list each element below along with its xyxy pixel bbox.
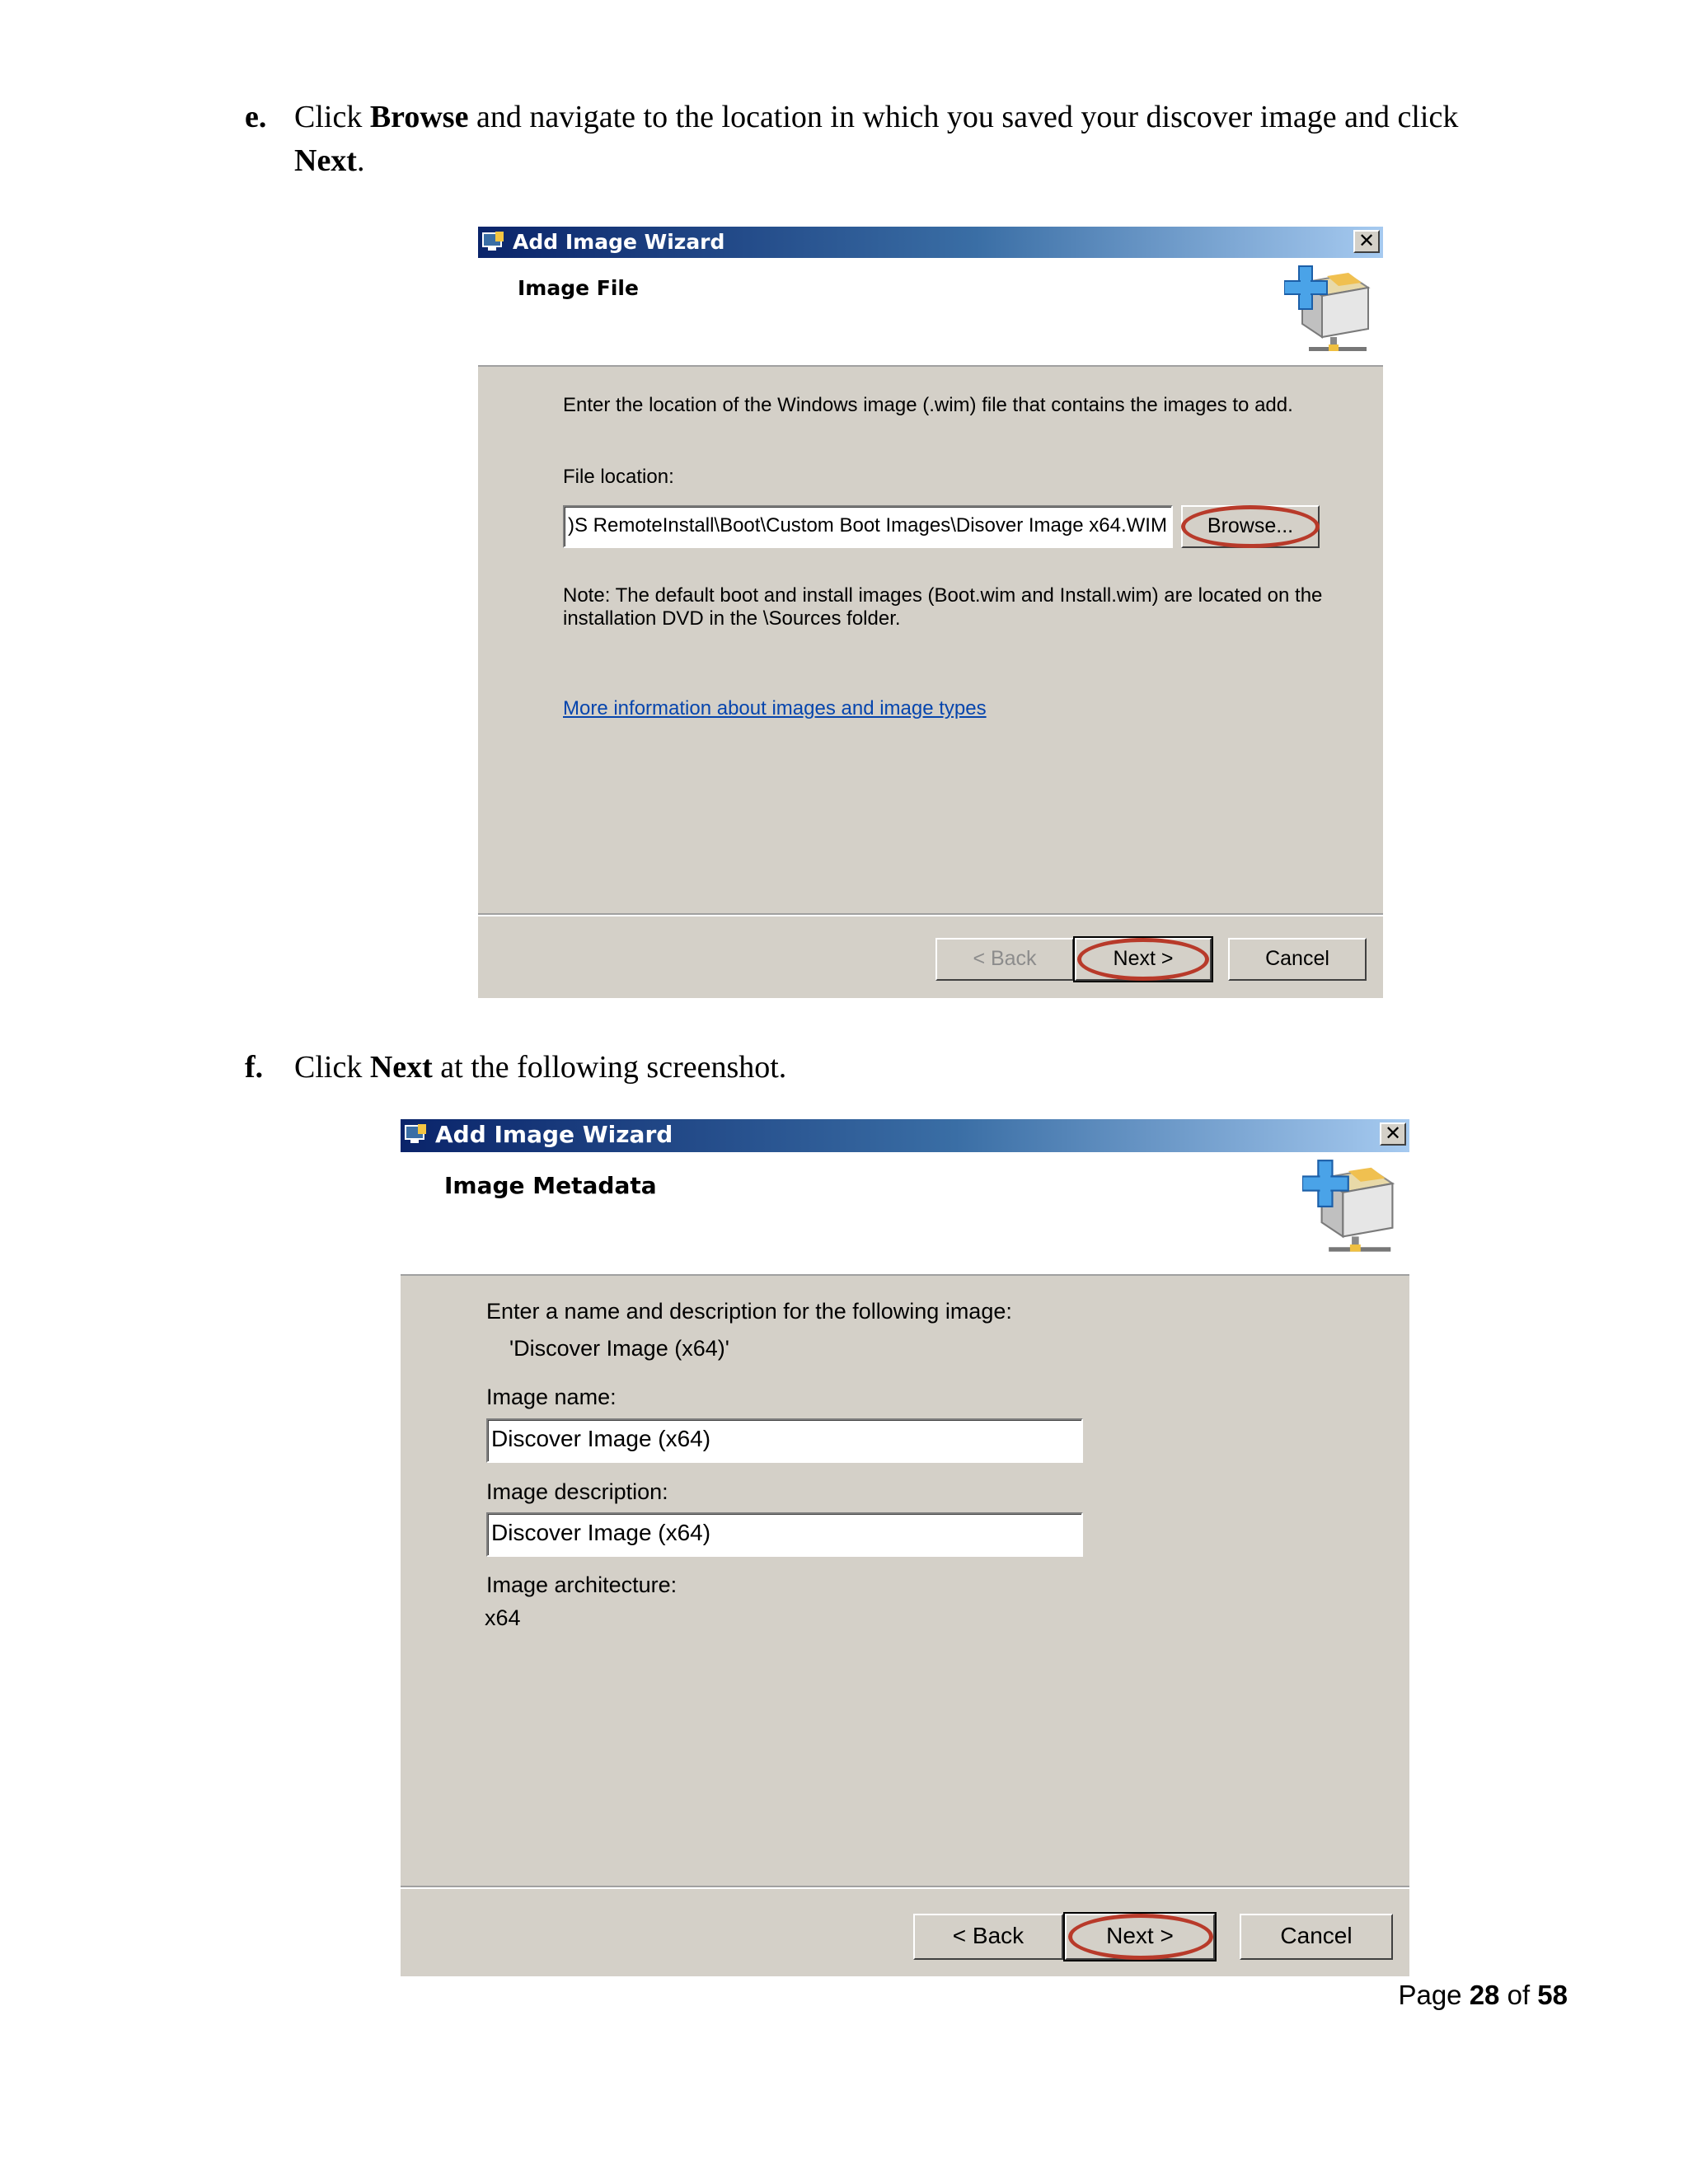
step-text-part: Click (294, 1050, 370, 1085)
footer-separator (401, 1886, 1409, 1889)
instruction-text: Enter a name and description for the following image: (486, 1299, 1012, 1324)
wizard-page-title: Image File (518, 276, 639, 300)
next-button[interactable]: Next > (1075, 938, 1212, 981)
next-button[interactable]: Next > (1065, 1914, 1215, 1960)
step-e (245, 96, 1580, 183)
page-number (1398, 1980, 1568, 2011)
image-architecture-value: x64 (485, 1605, 521, 1630)
image-name-label: Image name: (486, 1385, 617, 1409)
step-letter: e. (245, 100, 267, 134)
wds-app-icon (404, 1122, 429, 1147)
file-location-input[interactable]: )S RemoteInstall\Boot\Custom Boot Images\Disover Image x64.WIM (563, 505, 1173, 548)
instruction-text: Enter the location of the Windows image (.wim) file that contains the images to add. (563, 394, 1293, 416)
dialog-title: Add Image Wizard (435, 1121, 673, 1148)
wds-app-icon (481, 230, 506, 255)
dialog-title: Add Image Wizard (513, 230, 725, 254)
step-text-part: at the following screenshot. (432, 1050, 787, 1085)
image-architecture-label: Image architecture: (486, 1572, 678, 1597)
image-description-input[interactable]: Discover Image (x64) (486, 1512, 1083, 1557)
wizard-page-title: Image Metadata (444, 1172, 657, 1199)
image-description-label: Image description: (486, 1479, 668, 1504)
note-line-2: installation DVD in the \Sources folder. (563, 607, 901, 630)
title-bar[interactable] (401, 1119, 1409, 1152)
step-text (294, 1046, 1580, 1090)
page-of: of (1499, 1980, 1538, 2010)
back-button[interactable]: < Back (913, 1914, 1063, 1960)
add-image-wizard-dialog-1 (478, 227, 1383, 998)
more-info-link[interactable]: More information about images and image types (563, 697, 987, 719)
wizard-header (401, 1152, 1409, 1276)
step-letter: f. (245, 1050, 264, 1085)
step-text-part: and navigate to the location in which you saved your discover image and click (468, 100, 1459, 134)
back-button[interactable]: < Back (935, 938, 1074, 981)
add-image-icon (1284, 265, 1375, 355)
step-bold-next: Next (294, 143, 357, 178)
note-line-1: Note: The default boot and install images (Boot.wim and Install.wim) are located on the (563, 584, 1323, 607)
step-bold-next: Next (369, 1050, 433, 1085)
step-text-part: Click (294, 100, 370, 134)
file-location-label: File location: (563, 466, 674, 488)
step-f (245, 1046, 1580, 1090)
image-reference: 'Discover Image (x64)' (509, 1336, 729, 1361)
page-total: 58 (1537, 1980, 1568, 2010)
step-text (294, 96, 1580, 183)
title-bar[interactable] (478, 227, 1383, 258)
cancel-button[interactable]: Cancel (1228, 938, 1367, 981)
close-button[interactable]: ✕ (1353, 230, 1380, 253)
wizard-header (478, 258, 1383, 367)
footer-separator (478, 913, 1383, 916)
image-name-input[interactable]: Discover Image (x64) (486, 1418, 1083, 1463)
step-text-part: . (356, 143, 365, 178)
add-image-icon (1302, 1159, 1400, 1256)
close-button[interactable]: ✕ (1380, 1122, 1406, 1146)
browse-button[interactable]: Browse... (1181, 505, 1320, 548)
page-prefix: Page (1398, 1980, 1470, 2010)
page-current: 28 (1469, 1980, 1500, 2010)
cancel-button[interactable]: Cancel (1240, 1914, 1393, 1960)
step-bold-browse: Browse (369, 100, 469, 134)
add-image-wizard-dialog-2 (401, 1119, 1409, 1976)
